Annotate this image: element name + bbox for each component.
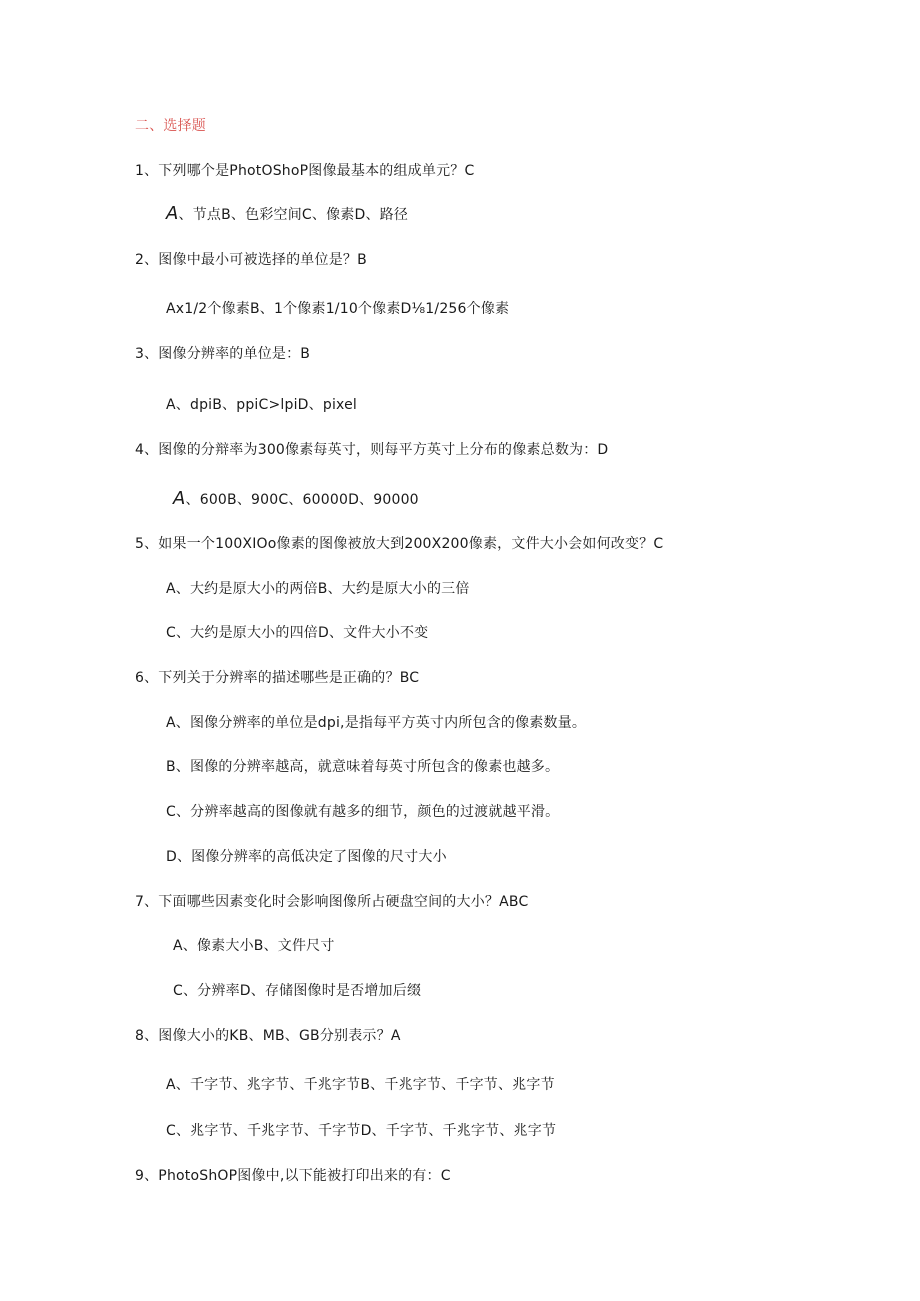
question-8: 8、图像大小的KB、MB、GB分别表示？A [135,1028,401,1044]
question-1: 1、下列哪个是PhotOShoP图像最基本的组成单元？C [135,163,475,179]
question-6-option-a: A、图像分辨率的单位是dpi,是指每平方英寸内所包含的像素数量。 [166,715,587,731]
question-3: 3、图像分辨率的单位是：B [135,346,311,362]
question-5-option-ab: A、大约是原大小的两倍B、大约是原大小的三倍 [166,581,470,597]
question-9: 9、PhotoShOP图像中,以下能被打印出来的有：C [135,1168,451,1184]
option-text: 、节点B、色彩空间C、像素D、路径 [178,207,409,223]
question-2-options: Ax1/2个像素B、1个像素1/10个像素D⅛1/256个像素 [166,301,510,317]
question-4-options [173,489,419,510]
question-1-options [166,204,408,225]
question-6-option-b: B、图像的分辨率越高，就意味着每英寸所包含的像素也越多。 [166,759,560,775]
section-title: 二、选择题 [135,118,206,134]
question-7-option-cd: C、分辨率D、存储图像时是否增加后缀 [173,983,422,999]
question-5: 5、如果一个100XIOo像素的图像被放大到200X200像素，文件大小会如何改变？C [135,536,664,552]
question-6-option-c: C、分辨率越高的图像就有越多的细节，颜色的过渡就越平滑。 [166,804,560,820]
question-6: 6、下列关于分辨率的描述哪些是正确的？BC [135,670,420,686]
option-lead: A [166,203,179,224]
question-5-option-cd: C、大约是原大小的四倍D、文件大小不变 [166,625,429,641]
option-text: 、600B、900C、60000D、90000 [185,492,419,508]
question-7: 7、下面哪些因素变化时会影响图像所占硬盘空间的大小？ABC [135,894,529,910]
question-4: 4、图像的分辩率为300像素每英寸，则每平方英寸上分布的像素总数为：D [135,442,609,458]
question-8-option-cd: C、兆字节、千兆字节、千字节D、千字节、千兆字节、兆字节 [166,1123,557,1139]
question-7-option-ab: A、像素大小B、文件尺寸 [173,938,335,954]
question-6-option-d: D、图像分辨率的高低决定了图像的尺寸大小 [166,849,447,865]
option-lead: A [173,488,186,509]
question-2: 2、图像中最小可被选择的单位是？B [135,252,367,268]
question-8-option-ab: A、千字节、兆字节、千兆字节B、千兆字节、千字节、兆字节 [166,1077,555,1093]
question-3-options: A、dpiB、ppiC>lpiD、pixel [166,397,357,413]
